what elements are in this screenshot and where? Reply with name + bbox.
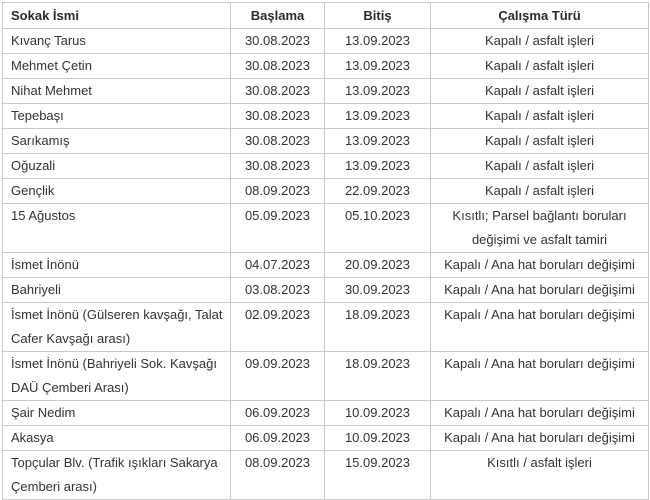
- cell-street-name: Tepebaşı: [3, 104, 231, 129]
- cell-end-date: 10.09.2023: [325, 401, 431, 426]
- cell-work-type: Kapalı / asfalt işleri: [431, 129, 649, 154]
- cell-start-date: 08.09.2023: [231, 179, 325, 204]
- cell-work-type: Kapalı / Ana hat boruları değişimi: [431, 426, 649, 451]
- cell-end-date: 18.09.2023: [325, 352, 431, 401]
- cell-start-date: 09.09.2023: [231, 352, 325, 401]
- cell-start-date: 30.08.2023: [231, 104, 325, 129]
- cell-work-type: Kapalı / asfalt işleri: [431, 54, 649, 79]
- cell-work-type: Kapalı / asfalt işleri: [431, 154, 649, 179]
- table-row: [3, 79, 649, 104]
- table-body: [3, 29, 649, 500]
- column-header-calisma-turu: Çalışma Türü: [431, 3, 649, 29]
- cell-end-date: 15.09.2023: [325, 451, 431, 500]
- cell-end-date: 20.09.2023: [325, 253, 431, 278]
- cell-end-date: 30.09.2023: [325, 278, 431, 303]
- cell-street-name: Kıvanç Tarus: [3, 29, 231, 54]
- cell-end-date: 13.09.2023: [325, 29, 431, 54]
- cell-street-name: Gençlik: [3, 179, 231, 204]
- cell-end-date: 18.09.2023: [325, 303, 431, 352]
- cell-street-name: Topçular Blv. (Trafik ışıkları Sakarya Çemberi arası): [3, 451, 231, 500]
- table-row: [3, 154, 649, 179]
- column-header-baslama: Başlama: [231, 3, 325, 29]
- table-row: [3, 204, 649, 253]
- cell-end-date: 10.09.2023: [325, 426, 431, 451]
- cell-street-name: Mehmet Çetin: [3, 54, 231, 79]
- cell-work-type: Kapalı / Ana hat boruları değişimi: [431, 253, 649, 278]
- table-row: [3, 104, 649, 129]
- cell-start-date: 30.08.2023: [231, 129, 325, 154]
- table-row: [3, 278, 649, 303]
- cell-start-date: 06.09.2023: [231, 401, 325, 426]
- cell-end-date: 22.09.2023: [325, 179, 431, 204]
- cell-work-type: Kapalı / asfalt işleri: [431, 29, 649, 54]
- cell-end-date: 13.09.2023: [325, 79, 431, 104]
- column-header-sokak-ismi: Sokak İsmi: [3, 3, 231, 29]
- cell-street-name: İsmet İnönü (Bahriyeli Sok. Kavşağı DAÜ Çemberi Arası): [3, 352, 231, 401]
- cell-street-name: İsmet İnönü: [3, 253, 231, 278]
- header-row: [3, 3, 649, 29]
- table-row: [3, 401, 649, 426]
- roadworks-table: [2, 2, 649, 500]
- table-row: [3, 451, 649, 500]
- table-row: [3, 179, 649, 204]
- table-row: [3, 303, 649, 352]
- cell-street-name: Şair Nedim: [3, 401, 231, 426]
- table-row: [3, 129, 649, 154]
- table-row: [3, 29, 649, 54]
- cell-street-name: Oğuzali: [3, 154, 231, 179]
- table-row: [3, 426, 649, 451]
- table-header: [3, 3, 649, 29]
- cell-work-type: Kapalı / Ana hat boruları değişimi: [431, 278, 649, 303]
- cell-street-name: İsmet İnönü (Gülseren kavşağı, Talat Cafer Kavşağı arası): [3, 303, 231, 352]
- cell-end-date: 13.09.2023: [325, 129, 431, 154]
- cell-start-date: 05.09.2023: [231, 204, 325, 253]
- cell-work-type: Kısıtlı; Parsel bağlantı boruları değişimi ve asfalt tamiri: [431, 204, 649, 253]
- cell-end-date: 13.09.2023: [325, 104, 431, 129]
- cell-work-type: Kısıtlı / asfalt işleri: [431, 451, 649, 500]
- cell-work-type: Kapalı / asfalt işleri: [431, 179, 649, 204]
- cell-start-date: 02.09.2023: [231, 303, 325, 352]
- cell-start-date: 30.08.2023: [231, 29, 325, 54]
- cell-work-type: Kapalı / asfalt işleri: [431, 79, 649, 104]
- cell-street-name: Nihat Mehmet: [3, 79, 231, 104]
- cell-start-date: 30.08.2023: [231, 79, 325, 104]
- cell-end-date: 05.10.2023: [325, 204, 431, 253]
- cell-start-date: 08.09.2023: [231, 451, 325, 500]
- cell-street-name: 15 Ağustos: [3, 204, 231, 253]
- cell-street-name: Akasya: [3, 426, 231, 451]
- cell-start-date: 04.07.2023: [231, 253, 325, 278]
- cell-street-name: Bahriyeli: [3, 278, 231, 303]
- cell-start-date: 03.08.2023: [231, 278, 325, 303]
- cell-end-date: 13.09.2023: [325, 54, 431, 79]
- cell-work-type: Kapalı / asfalt işleri: [431, 104, 649, 129]
- cell-work-type: Kapalı / Ana hat boruları değişimi: [431, 352, 649, 401]
- table-row: [3, 352, 649, 401]
- cell-start-date: 30.08.2023: [231, 154, 325, 179]
- cell-start-date: 30.08.2023: [231, 54, 325, 79]
- cell-start-date: 06.09.2023: [231, 426, 325, 451]
- column-header-bitis: Bitiş: [325, 3, 431, 29]
- table-row: [3, 253, 649, 278]
- cell-end-date: 13.09.2023: [325, 154, 431, 179]
- cell-work-type: Kapalı / Ana hat boruları değişimi: [431, 401, 649, 426]
- cell-street-name: Sarıkamış: [3, 129, 231, 154]
- table-row: [3, 54, 649, 79]
- cell-work-type: Kapalı / Ana hat boruları değişimi: [431, 303, 649, 352]
